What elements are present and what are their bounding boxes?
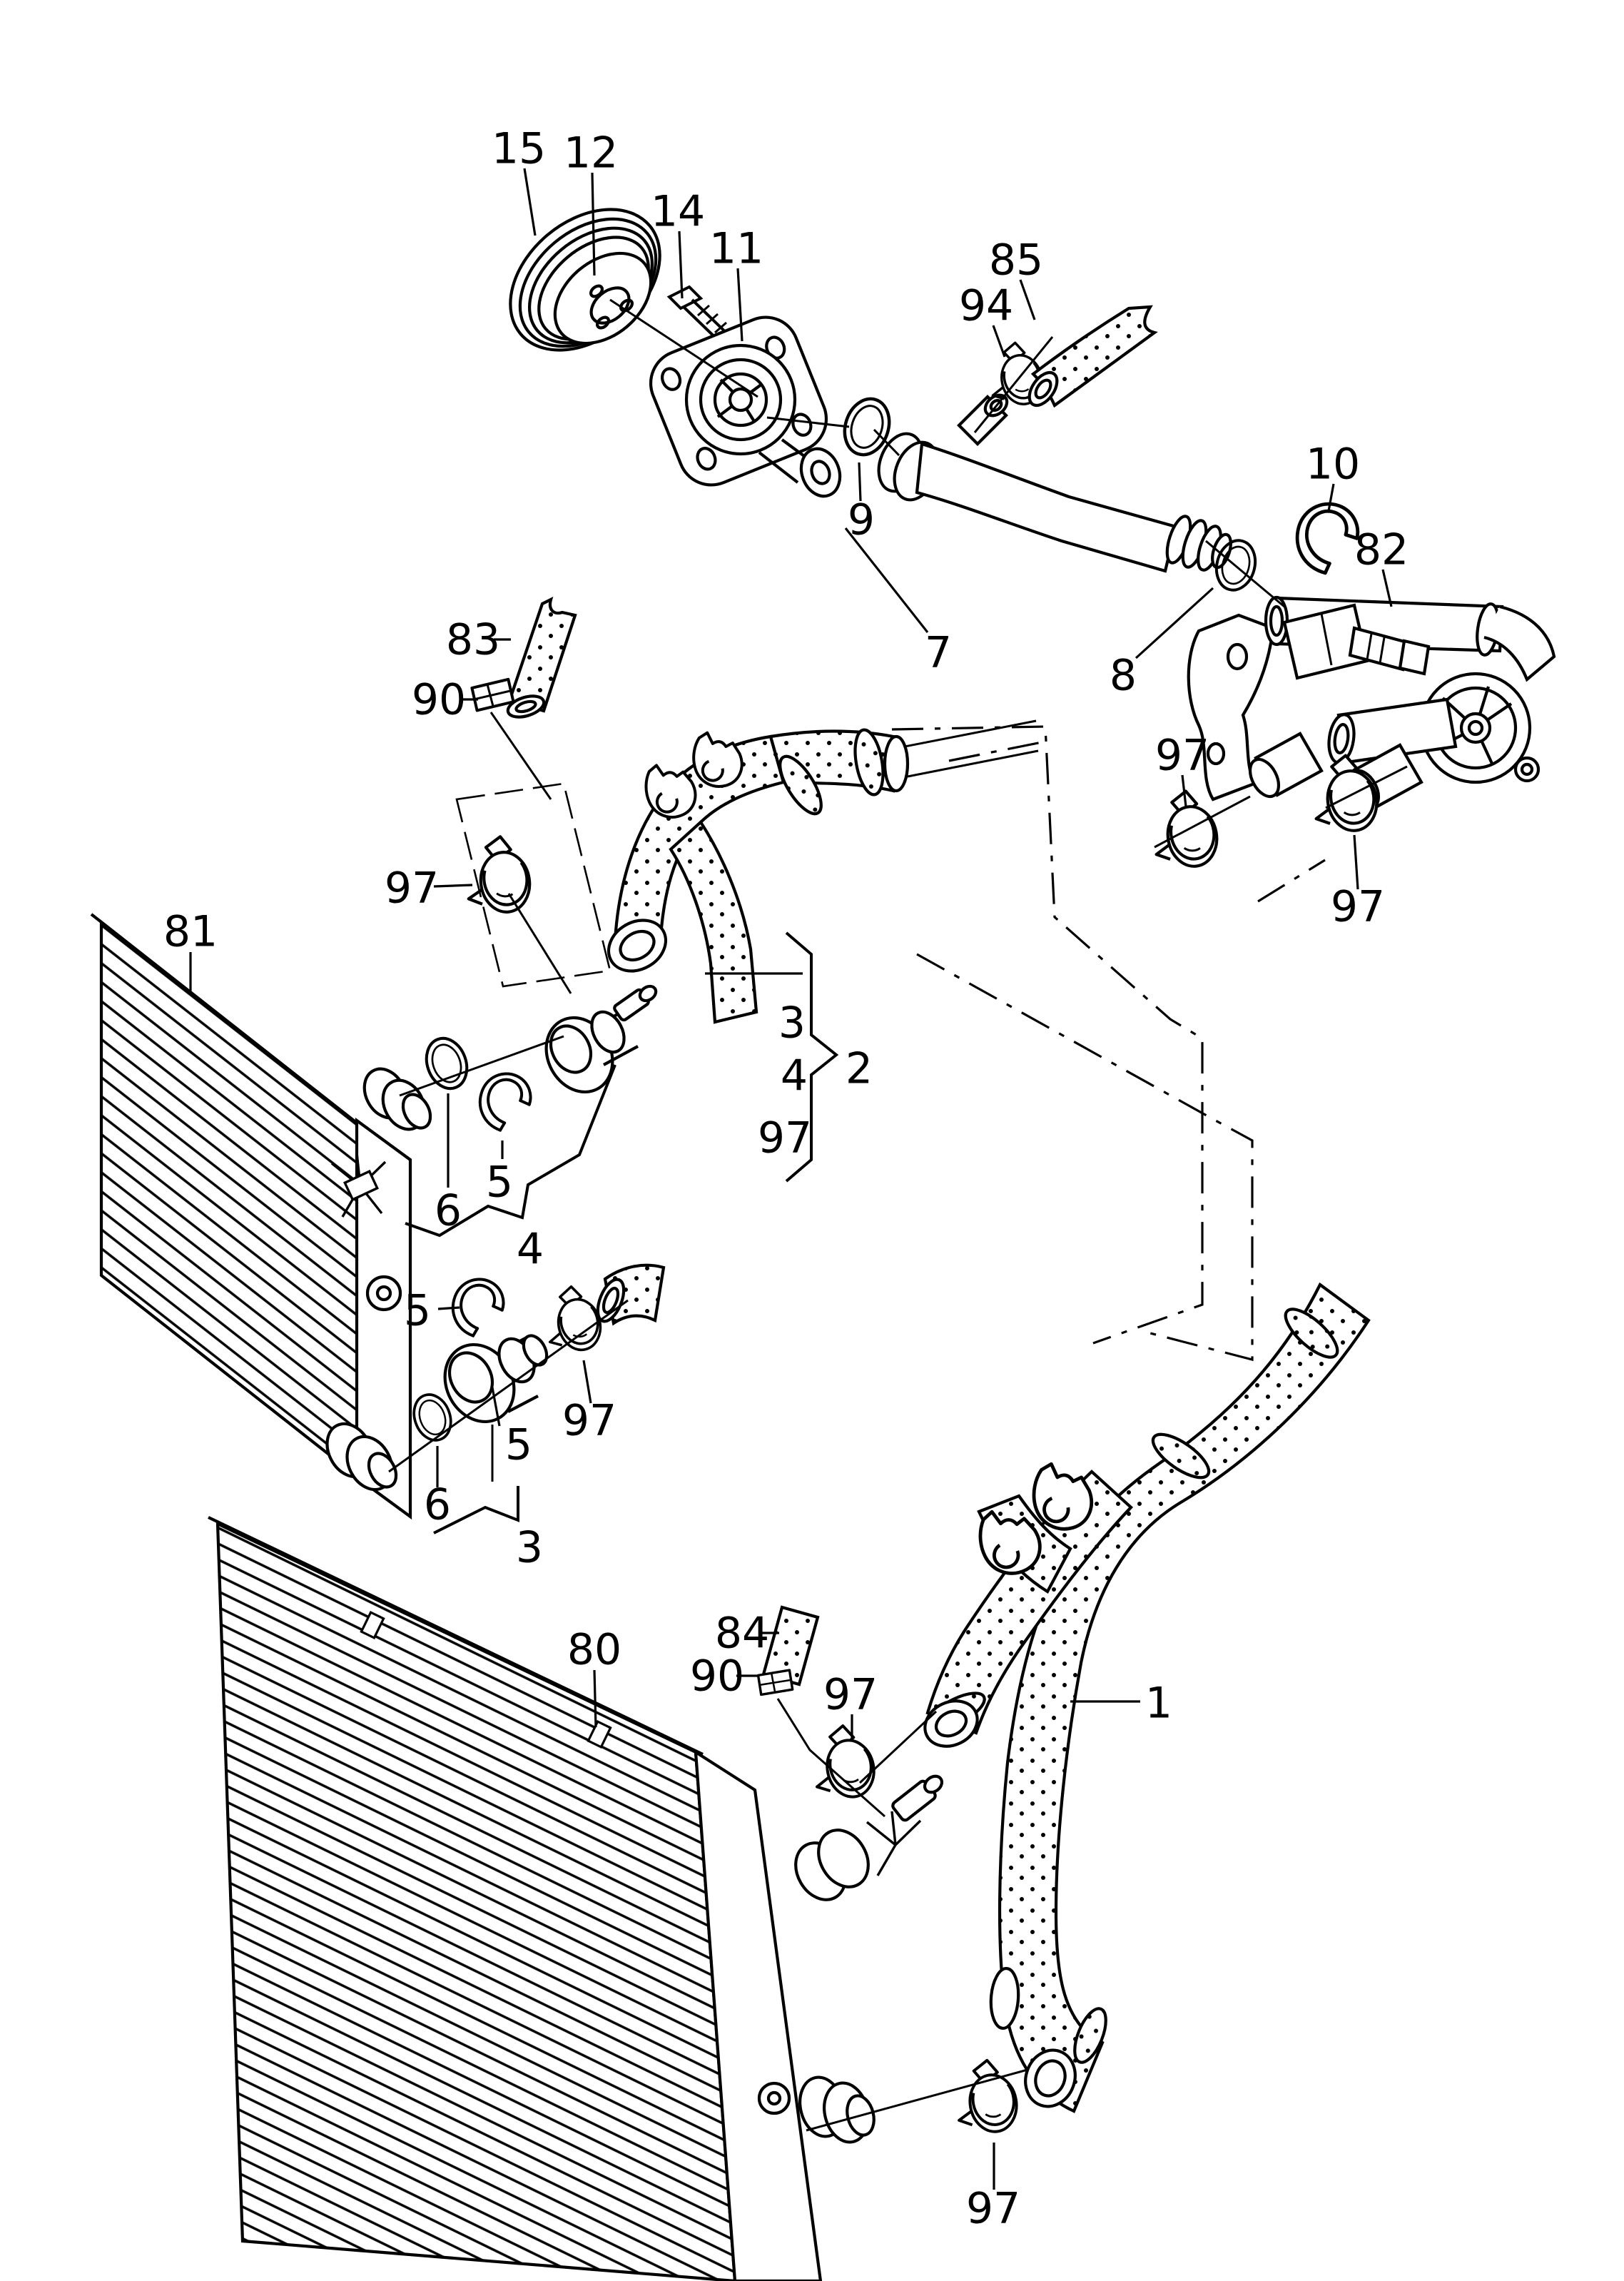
part-number-97: 97 [965,2183,1021,2234]
part-number-81: 81 [163,906,218,957]
part-label-3 [778,998,806,1048]
part-number-5: 5 [403,1285,432,1336]
part-number-5: 5 [504,1420,533,1470]
part-number-3: 3 [778,998,806,1048]
part-number-4: 4 [780,1051,808,1101]
part-number-3: 3 [515,1522,544,1573]
part-number-97: 97 [1154,730,1210,781]
part-label-2 [846,1044,873,1094]
part-number-14: 14 [650,186,706,237]
part-number-80: 80 [567,1624,622,1675]
part-number-8: 8 [1109,650,1137,701]
part-number-94: 94 [958,280,1014,331]
part-label-4 [781,1051,808,1101]
part-number-10: 10 [1305,439,1361,490]
part-number-83: 83 [445,614,501,665]
part-number-97: 97 [757,1113,813,1163]
part-number-82: 82 [1354,525,1409,575]
part-label-3 [516,1523,543,1573]
part-number-12: 12 [563,128,619,178]
part-number-6: 6 [423,1480,452,1530]
leader-line-80 [594,1670,596,1727]
part-number-5: 5 [485,1157,514,1208]
part-number-90: 90 [689,1651,745,1701]
part-number-15: 15 [491,123,547,174]
leader-line-5 [438,1308,460,1309]
part-number-97: 97 [384,863,440,914]
part-number-97: 97 [823,1669,878,1720]
part-number-1: 1 [1145,1678,1173,1729]
part-number-84: 84 [714,1608,770,1659]
part-label-4 [517,1225,544,1275]
leader-line-97 [434,885,472,886]
part-label-97 [758,1113,812,1163]
part-number-7: 7 [924,627,953,678]
part-number-97: 97 [1330,881,1386,932]
part-number-2: 2 [845,1043,873,1094]
part-number-11: 11 [709,223,764,274]
part-number-90: 90 [411,674,467,725]
part-number-97: 97 [562,1395,617,1446]
part-number-6: 6 [434,1185,462,1236]
part-number-85: 85 [988,235,1044,285]
part-number-4: 4 [516,1224,544,1275]
part-number-9: 9 [847,495,876,545]
